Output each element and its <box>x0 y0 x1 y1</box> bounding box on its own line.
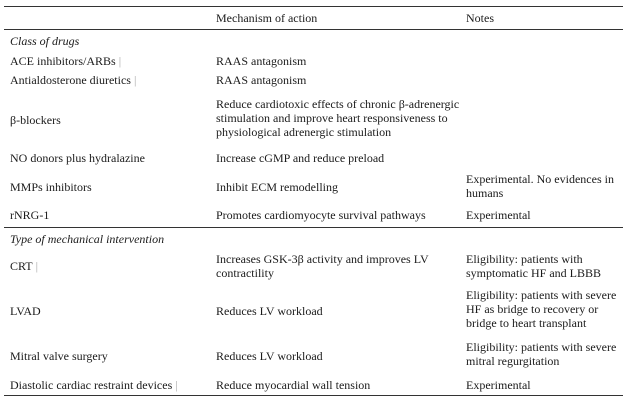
row-marker: | <box>133 73 137 87</box>
top-rule <box>4 6 623 7</box>
drug-name: Antialdosterone diuretics | <box>10 73 137 87</box>
drug-name: β-blockers <box>10 113 61 127</box>
header-mechanism: Mechanism of action <box>216 11 318 25</box>
section-title-drugs: Class of drugs <box>10 34 80 48</box>
drug-mechanism: Reduce cardiotoxic effects of chronic β-adrenergic stimulation and improve heart responsiveness to physiological adrenergic stimulation <box>216 97 460 139</box>
intervention-mechanism: Reduce myocardial wall tension <box>216 378 371 392</box>
drug-name: ACE inhibitors/ARBs | <box>10 54 122 68</box>
drug-notes: Experimental <box>466 208 531 222</box>
drug-notes: Experimental. No evidences in humans <box>466 172 614 200</box>
drug-mechanism: RAAS antagonism <box>216 73 307 87</box>
row-marker: | <box>175 378 178 392</box>
intervention-notes: Eligibility: patients with severe HF as bridge to recovery or bridge to heart transplant <box>466 288 617 330</box>
intervention-name: LVAD <box>10 304 41 318</box>
intervention-name: CRT | <box>10 259 39 273</box>
drug-name: MMPs inhibitors <box>10 180 92 194</box>
section-title-interventions: Type of mechanical intervention <box>10 232 165 246</box>
section-rule <box>4 227 623 228</box>
row-marker: | <box>118 54 122 68</box>
drug-mechanism: RAAS antagonism <box>216 54 307 68</box>
drug-mechanism: Increase cGMP and reduce preload <box>216 151 385 165</box>
intervention-notes: Eligibility: patients with symptomatic HF and LBBB <box>466 252 601 280</box>
intervention-mechanism: Reduces LV workload <box>216 304 323 318</box>
intervention-mechanism: Increases GSK-3β activity and improves LV contractility <box>216 252 429 280</box>
drug-mechanism: Promotes cardiomyocyte survival pathways <box>216 208 426 222</box>
drug-mechanism: Inhibit ECM remodelling <box>216 180 338 194</box>
bottom-rule <box>4 395 623 396</box>
drug-name: rNRG-1 <box>10 208 50 222</box>
header-rule <box>4 29 623 30</box>
intervention-name: Diastolic cardiac restraint devices | <box>10 378 178 392</box>
drug-name: NO donors plus hydralazine <box>10 151 145 165</box>
intervention-mechanism: Reduces LV workload <box>216 349 323 363</box>
intervention-notes: Eligibility: patients with severe mitral regurgitation <box>466 340 617 368</box>
row-marker: | <box>35 259 39 273</box>
header-notes: Notes <box>466 11 494 25</box>
intervention-name: Mitral valve surgery <box>10 349 108 363</box>
intervention-notes: Experimental <box>466 378 531 392</box>
